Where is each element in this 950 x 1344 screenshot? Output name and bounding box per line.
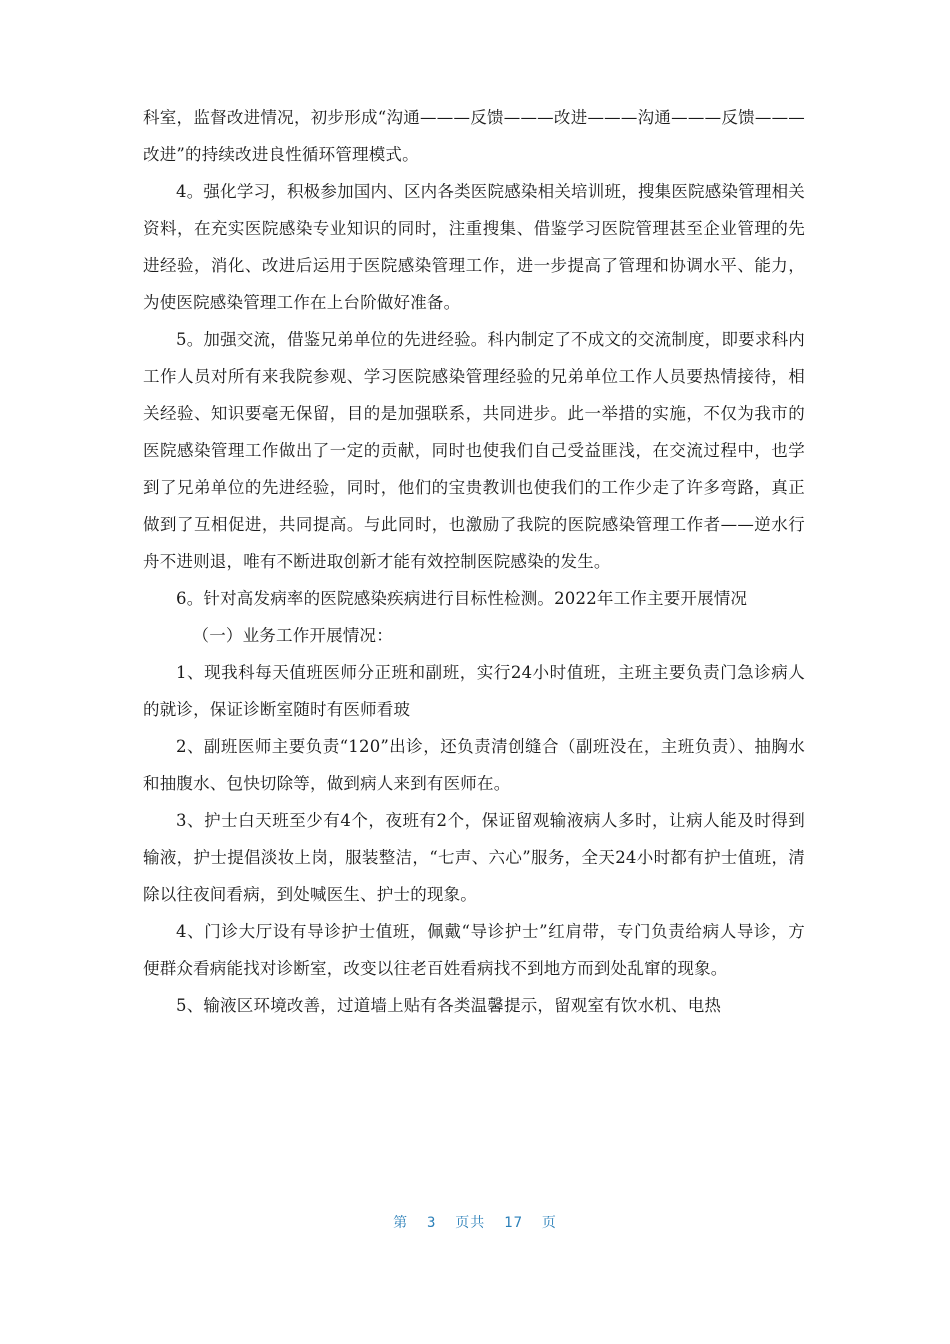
page-footer	[0, 1212, 950, 1232]
footer-mid: 页共	[455, 1215, 486, 1231]
footer-suffix: 页	[541, 1215, 557, 1231]
paragraph-work-1: 1、现我科每天值班医师分正班和副班，实行24小时值班，主班主要负责门急诊病人的就诊，保证诊断室随时有医师看玻	[143, 663, 805, 719]
total-pages-number: 17	[504, 1215, 523, 1231]
paragraph-item-5: 5。加强交流，借鉴兄弟单位的先进经验。科内制定了不成文的交流制度，即要求科内工作人员对所有来我院参观、学习医院感染管理经验的兄弟单位工作人员要热情接待，相关经验、知识要毫无保留，目的是加强联系，共同进步。此一举措的实施，不仅为我市的医院感染管理工作做出了一定的贡献，同时也使我们自己受益匪浅，在交流过程中，也学到了兄弟单位的先进经验，同时，他们的宝贵教训也使我们的工作少走了许多弯路，真正做到了互相促进，共同提高。与此同时，也激励了我院的医院感染管理工作者——逆水行舟不进则退，唯有不断进取创新才能有效控制医院感染的发生。	[143, 330, 805, 571]
paragraph-work-4: 4、门诊大厅设有导诊护士值班，佩戴“导诊护士”红肩带，专门负责给病人导诊，方便群众看病能找对诊断室，改变以往老百姓看病找不到地方而到处乱窜的现象。	[143, 922, 805, 978]
paragraph-work-3: 3、护士白天班至少有4个，夜班有2个，保证留观输液病人多时，让病人能及时得到输液，护士提倡淡妆上岗，服装整洁，“七声、六心”服务，全天24小时都有护士值班，清除以往夜间看病，到处喊医生、护士的现象。	[143, 811, 805, 904]
footer-prefix: 第	[393, 1215, 409, 1231]
paragraph-continued: 科室，监督改进情况，初步形成“沟通———反馈———改进———沟通———反馈———改进”的持续改进良性循环管理模式。	[143, 108, 805, 164]
current-page-number: 3	[426, 1215, 437, 1231]
paragraph-work-2: 2、副班医师主要负责“120”出诊，还负责清创缝合（副班没在，主班负责）、抽胸水和抽腹水、包快切除等，做到病人来到有医师在。	[143, 737, 805, 793]
section-heading: （一）业务工作开展情况：	[192, 626, 393, 645]
paragraph-item-4: 4。强化学习，积极参加国内、区内各类医院感染相关培训班，搜集医院感染管理相关资料，在充实医院感染专业知识的同时，注重搜集、借鉴学习医院管理甚至企业管理的先进经验，消化、改进后运用于医院感染管理工作，进一步提高了管理和协调水平、能力，为使医院感染管理工作在上台阶做好准备。	[143, 182, 805, 312]
paragraph-work-5: 5、输液区环境改善，过道墙上贴有各类温馨提示，留观室有饮水机、电热	[176, 996, 722, 1015]
document-body	[143, 99, 805, 1024]
paragraph-item-6: 6。针对高发病率的医院感染疾病进行目标性检测。2022年工作主要开展情况	[176, 589, 748, 608]
